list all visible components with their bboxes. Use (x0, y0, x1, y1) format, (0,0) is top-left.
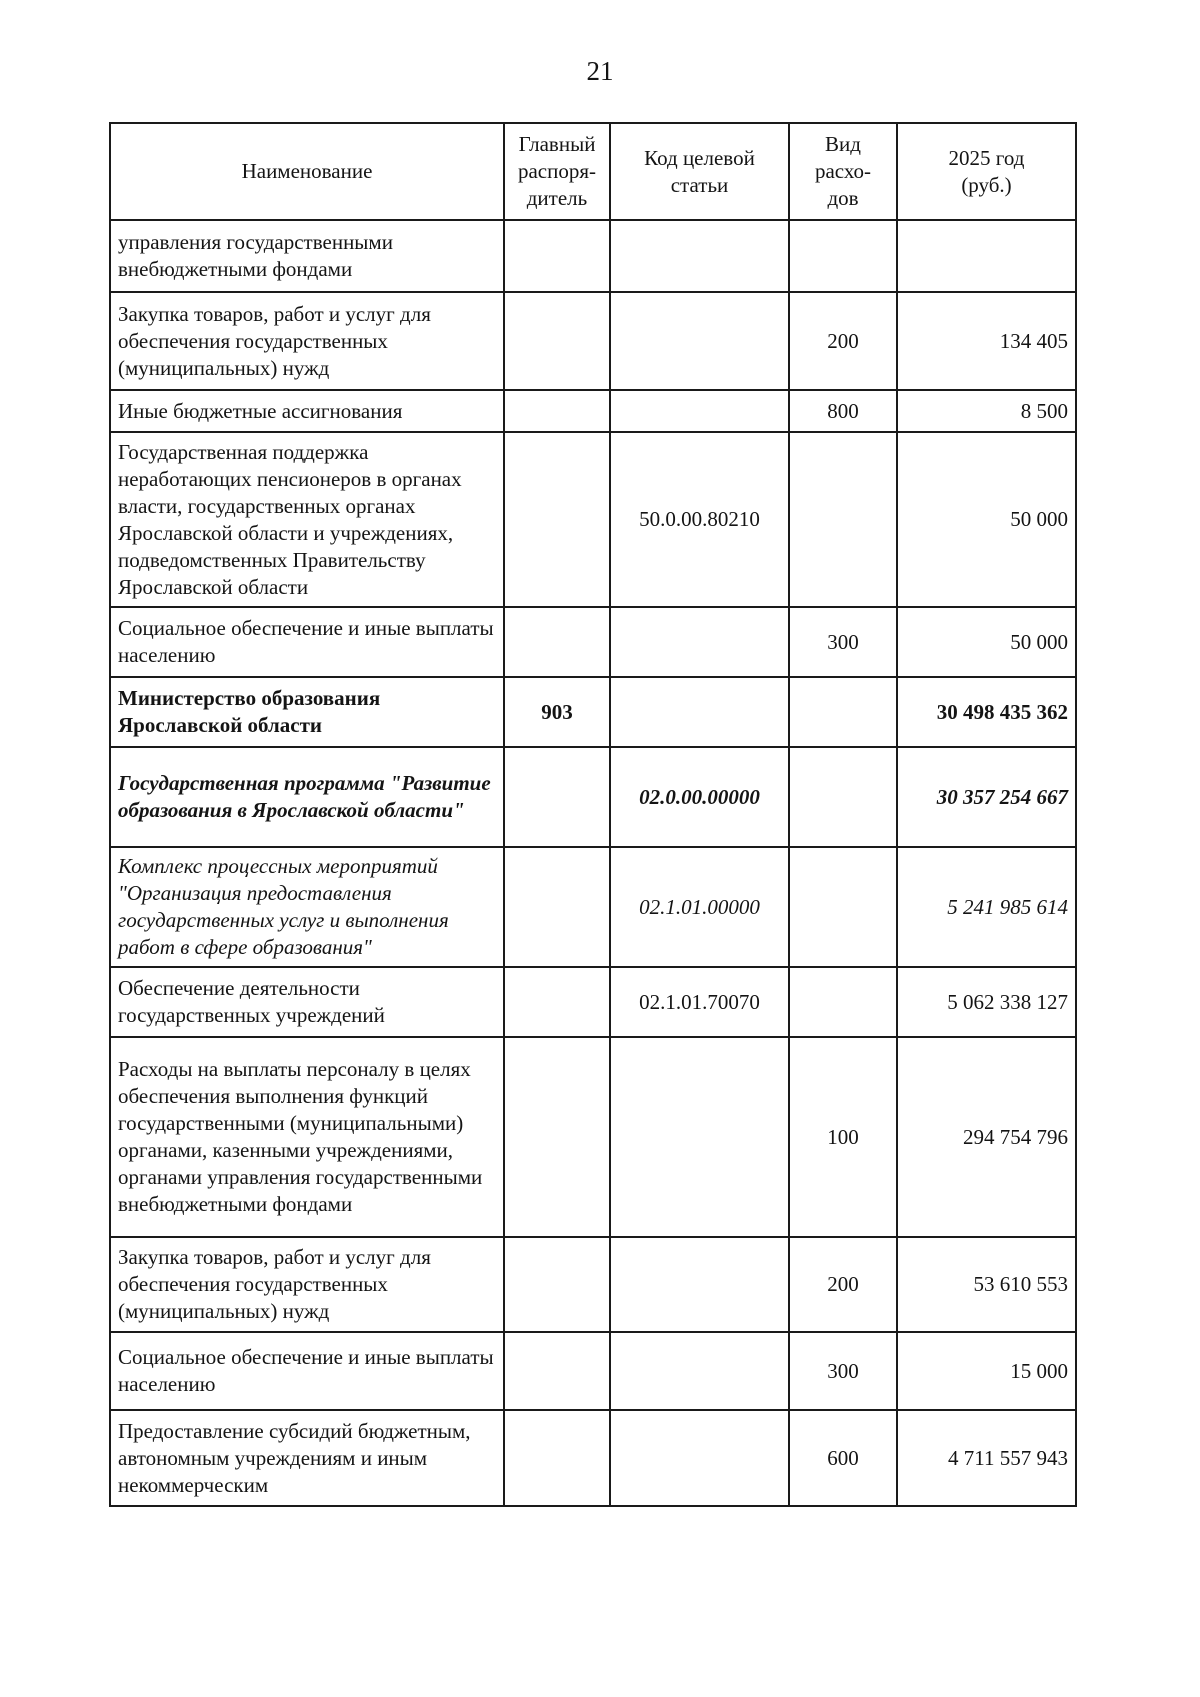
header-type: Вид расхо- дов (789, 123, 897, 220)
row-code-cell (610, 1237, 789, 1332)
row-code-cell: 02.0.00.00000 (610, 747, 789, 847)
row-type-cell: 600 (789, 1410, 897, 1506)
row-sum-cell: 5 241 985 614 (897, 847, 1076, 967)
row-name-cell: Расходы на выплаты персоналу в целях обеспечения выполнения функций государственными (муниципальными) органами, казенными учреждениями, органами управления государственными внебюджетными фондами (110, 1037, 504, 1237)
row-sum-cell: 30 357 254 667 (897, 747, 1076, 847)
header-sum: 2025 год (руб.) (897, 123, 1076, 220)
table-header-row (110, 123, 1076, 220)
table-row (110, 847, 1076, 967)
row-type-cell (789, 847, 897, 967)
row-code-cell: 50.0.00.80210 (610, 432, 789, 607)
row-type-cell (789, 432, 897, 607)
row-manager-cell (504, 432, 610, 607)
table-row (110, 677, 1076, 747)
table-row (110, 1237, 1076, 1332)
row-manager-cell (504, 1410, 610, 1506)
row-manager-cell (504, 1332, 610, 1410)
table-row (110, 607, 1076, 677)
row-sum-cell: 294 754 796 (897, 1037, 1076, 1237)
row-sum-cell: 15 000 (897, 1332, 1076, 1410)
table-row (110, 967, 1076, 1037)
row-manager-cell (504, 607, 610, 677)
page-number: 21 (586, 56, 614, 86)
row-name-cell: управления государственными внебюджетными фондами (110, 220, 504, 292)
row-manager-cell (504, 847, 610, 967)
row-name-cell: Закупка товаров, работ и услуг для обеспечения государственных (муниципальных) нужд (110, 1237, 504, 1332)
row-type-cell (789, 677, 897, 747)
row-manager-cell (504, 967, 610, 1037)
row-type-cell: 300 (789, 1332, 897, 1410)
row-name-cell: Предоставление субсидий бюджетным, автономным учреждениям и иным некоммерческим (110, 1410, 504, 1506)
row-sum-cell: 8 500 (897, 390, 1076, 432)
table-row (110, 390, 1076, 432)
row-name-cell: Социальное обеспечение и иные выплаты населению (110, 1332, 504, 1410)
row-sum-cell: 4 711 557 943 (897, 1410, 1076, 1506)
table-row (110, 292, 1076, 390)
row-sum-cell: 134 405 (897, 292, 1076, 390)
row-name-cell: Государственная поддержка неработающих пенсионеров в органах власти, государственных органах Ярославской области и учреждениях, подведомственных Правительству Ярославской области (110, 432, 504, 607)
header-name: Наименование (110, 123, 504, 220)
header-manager: Главный распоря- дитель (504, 123, 610, 220)
row-type-cell (789, 220, 897, 292)
row-name-cell: Комплекс процессных мероприятий "Организация предоставления государственных услуг и выполнения работ в сфере образования" (110, 847, 504, 967)
row-type-cell (789, 747, 897, 847)
table-row (110, 1037, 1076, 1237)
table-row (110, 1332, 1076, 1410)
row-name-cell: Социальное обеспечение и иные выплаты населению (110, 607, 504, 677)
row-manager-cell (504, 292, 610, 390)
row-type-cell (789, 967, 897, 1037)
row-manager-cell (504, 220, 610, 292)
row-type-cell: 200 (789, 292, 897, 390)
row-code-cell: 02.1.01.70070 (610, 967, 789, 1037)
budget-table (109, 122, 1077, 1507)
row-code-cell: 02.1.01.00000 (610, 847, 789, 967)
row-sum-cell: 30 498 435 362 (897, 677, 1076, 747)
row-name-cell: Закупка товаров, работ и услуг для обеспечения государственных (муниципальных) нужд (110, 292, 504, 390)
row-code-cell (610, 390, 789, 432)
row-name-cell: Обеспечение деятельности государственных учреждений (110, 967, 504, 1037)
row-sum-cell: 50 000 (897, 432, 1076, 607)
row-sum-cell (897, 220, 1076, 292)
row-code-cell (610, 677, 789, 747)
row-sum-cell: 50 000 (897, 607, 1076, 677)
row-manager-cell (504, 747, 610, 847)
row-manager-cell (504, 390, 610, 432)
row-code-cell (610, 220, 789, 292)
row-manager-cell (504, 1037, 610, 1237)
row-sum-cell: 5 062 338 127 (897, 967, 1076, 1037)
table-body (110, 220, 1076, 1506)
row-code-cell (610, 292, 789, 390)
table-row (110, 747, 1076, 847)
row-name-cell: Государственная программа "Развитие образования в Ярославской области" (110, 747, 504, 847)
table-row (110, 1410, 1076, 1506)
row-type-cell: 300 (789, 607, 897, 677)
table-row (110, 432, 1076, 607)
row-manager-cell (504, 1237, 610, 1332)
row-code-cell (610, 1037, 789, 1237)
header-code: Код целевой статьи (610, 123, 789, 220)
row-name-cell: Министерство образования Ярославской области (110, 677, 504, 747)
row-code-cell (610, 1332, 789, 1410)
row-code-cell (610, 607, 789, 677)
row-manager-cell: 903 (504, 677, 610, 747)
row-sum-cell: 53 610 553 (897, 1237, 1076, 1332)
row-code-cell (610, 1410, 789, 1506)
table-row (110, 220, 1076, 292)
row-type-cell: 800 (789, 390, 897, 432)
row-name-cell: Иные бюджетные ассигнования (110, 390, 504, 432)
row-type-cell: 100 (789, 1037, 897, 1237)
row-type-cell: 200 (789, 1237, 897, 1332)
